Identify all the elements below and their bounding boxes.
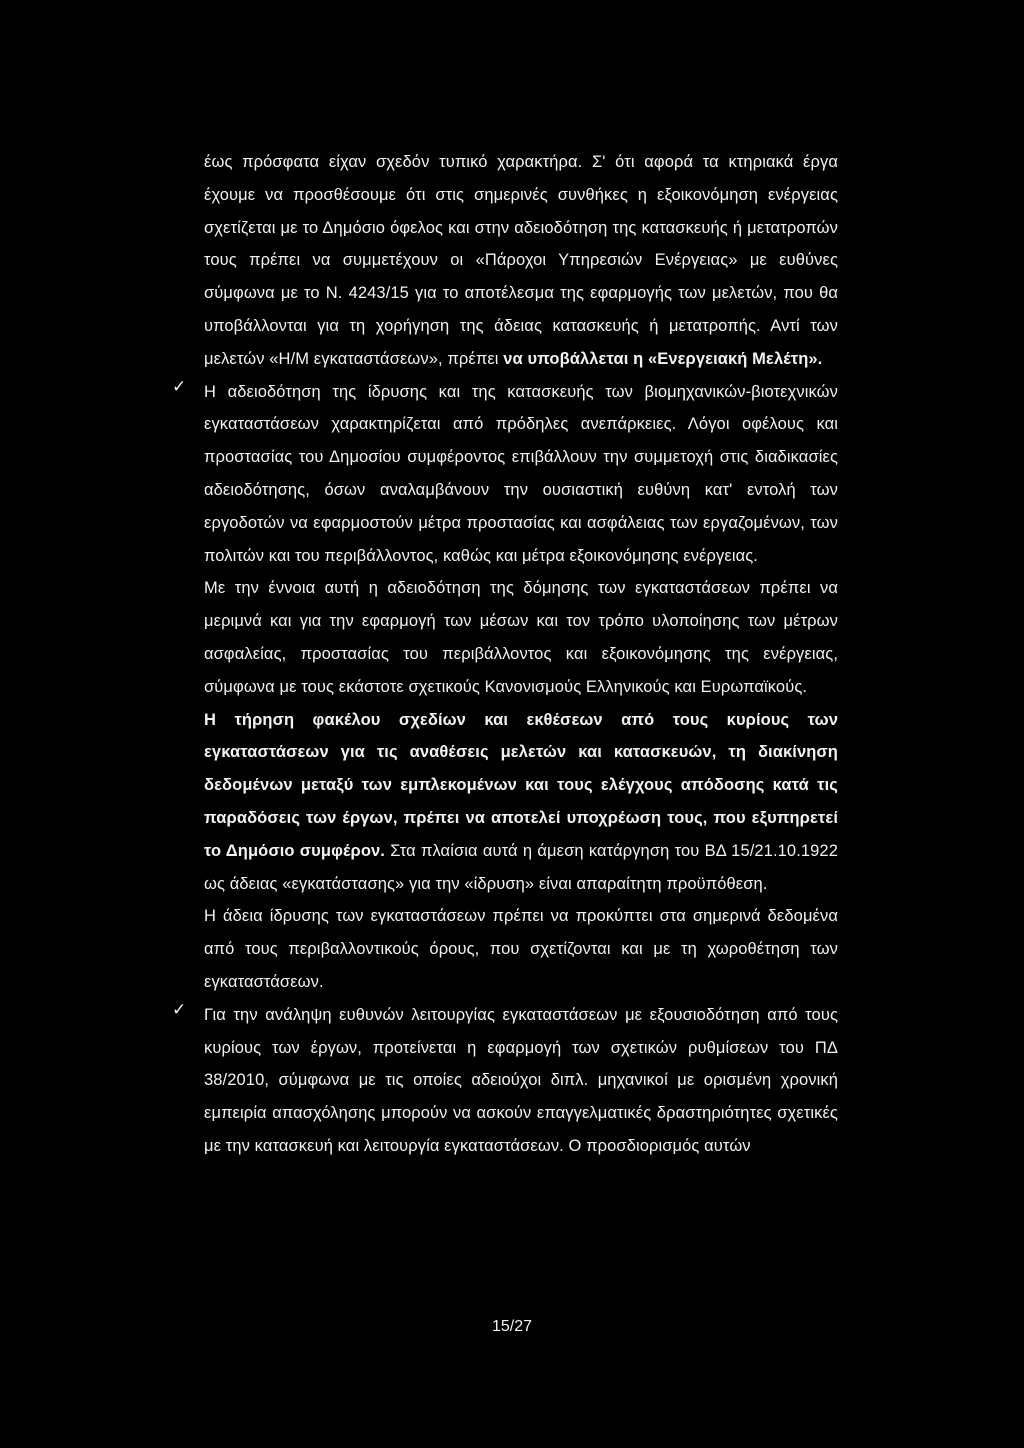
paragraph-records: [204, 704, 838, 901]
bullet-item-operation-text: Για την ανάληψη ευθυνών λειτουργίας εγκαταστάσεων με εξουσιοδότηση από τους κυρίους των έργων, προτείνεται η εφαρμογή των σχετικών ρυθμίσεων του ΠΔ 38/2010, σύμφωνα με τις οποίες αδειούχοι διπλ. μηχανικοί με ορισμένη χρονική εμπειρία απασχόλησης μπορούν να ασκούν επαγγελματικές δραστηριότητες σχετικές με την κατασκευή και λειτουργία εγκαταστάσεων. Ο προσδιορισμός αυτών: [204, 1005, 838, 1155]
paragraph-intro: [204, 146, 838, 376]
paragraph-records-bold: Η τήρηση φακέλου σχεδίων και εκθέσεων από τους κυρίους των εγκαταστάσεων για τις αναθέσεις μελετών και κατασκευών, τη διακίνηση δεδομένων μεταξύ των εμπλεκομένων και τους ελέγχους απόδοσης κατά τις παραδόσεις των έργων, πρέπει να αποτελεί υποχρέωση τους, που εξυπηρετεί το Δημόσιο συμφέρον.: [204, 710, 838, 860]
paragraph-intro-text: έως πρόσφατα είχαν σχεδόν τυπικό χαρακτήρα. Σ' ότι αφορά τα κτηριακά έργα έχουμε να προσθέσουμε ότι στις σημερινές συνθήκες η εξοικονόμηση ενέργειας σχετίζεται με το Δημόσιο όφελος και στην αδειοδότηση της κατασκευής ή μετατροπών τους πρέπει να συμμετέχουν οι «Πάροχοι Υπηρεσιών Ενέργειας» με ευθύνες σύμφωνα με το Ν. 4243/15 για το αποτέλεσμα της εφαρμογής των μελετών, που θα υποβάλλονται για τη χορήγηση της άδειας κατασκευής ή μετατροπής. Αντί των μελετών «Η/Μ εγκαταστάσεων», πρέπει: [204, 153, 838, 368]
bullet-item-operation: [172, 999, 838, 1163]
paragraph-meaning: Με την έννοια αυτή η αδειοδότηση της δόμησης των εγκαταστάσεων πρέπει να μεριμνά και για την εφαρμογή των μέσων και τον τρόπο υλοποίησης των μέτρων ασφαλείας, προστασίας του περιβάλλοντος και εξοικονόμησης της ενέργειας, σύμφωνα με τους εκάστοτε σχετικούς Κανονισμούς Ελληνικούς και Ευρωπαϊκούς.: [204, 579, 838, 696]
document-body: [172, 146, 838, 1163]
bullet-item-licensing: [172, 376, 838, 573]
checkmark-icon: ✓: [172, 999, 187, 1020]
bullet-item-licensing-text: Η αδειοδότηση της ίδρυσης και της κατασκευής των βιομηχανικών-βιοτεχνικών εγκαταστάσεων χαρακτηρίζεται από πρόδηλες ανεπάρκειες. Λόγοι οφέλους και προστασίας του Δημοσίου συμφέροντος επιβάλλουν την συμμετοχή στις διαδικασίες αδειοδότησης, όσων αναλαμβάνουν την ουσιαστική ευθύνη κατ' εντολή των εργοδοτών να εφαρμοστούν μέτρα προστασίας και ασφάλειας των εργαζομένων, των πολιτών και του περιβάλλοντος, καθώς και μέτρα εξοικονόμησης ενέργειας.: [204, 382, 838, 565]
page-number: 15/27: [491, 1318, 533, 1335]
paragraph-records-text: Στα πλαίσια αυτά η άμεση κατάργηση του ΒΔ 15/21.10.1922 ως άδειας «εγκατάστασης» για την «ίδρυση» είναι απαραίτητη προϋπόθεση.: [204, 841, 838, 893]
paragraph-founding-license: Η άδεια ίδρυσης των εγκαταστάσεων πρέπει να προκύπτει στα σημερινά δεδομένα από τους περιβαλλοντικούς όρους, που σχετίζονται και με τη χωροθέτηση των εγκαταστάσεων.: [204, 907, 838, 991]
checkmark-icon: ✓: [172, 376, 187, 397]
paragraph-intro-bold: να υποβάλλεται η «Ενεργειακή Μελέτη».: [503, 349, 823, 368]
